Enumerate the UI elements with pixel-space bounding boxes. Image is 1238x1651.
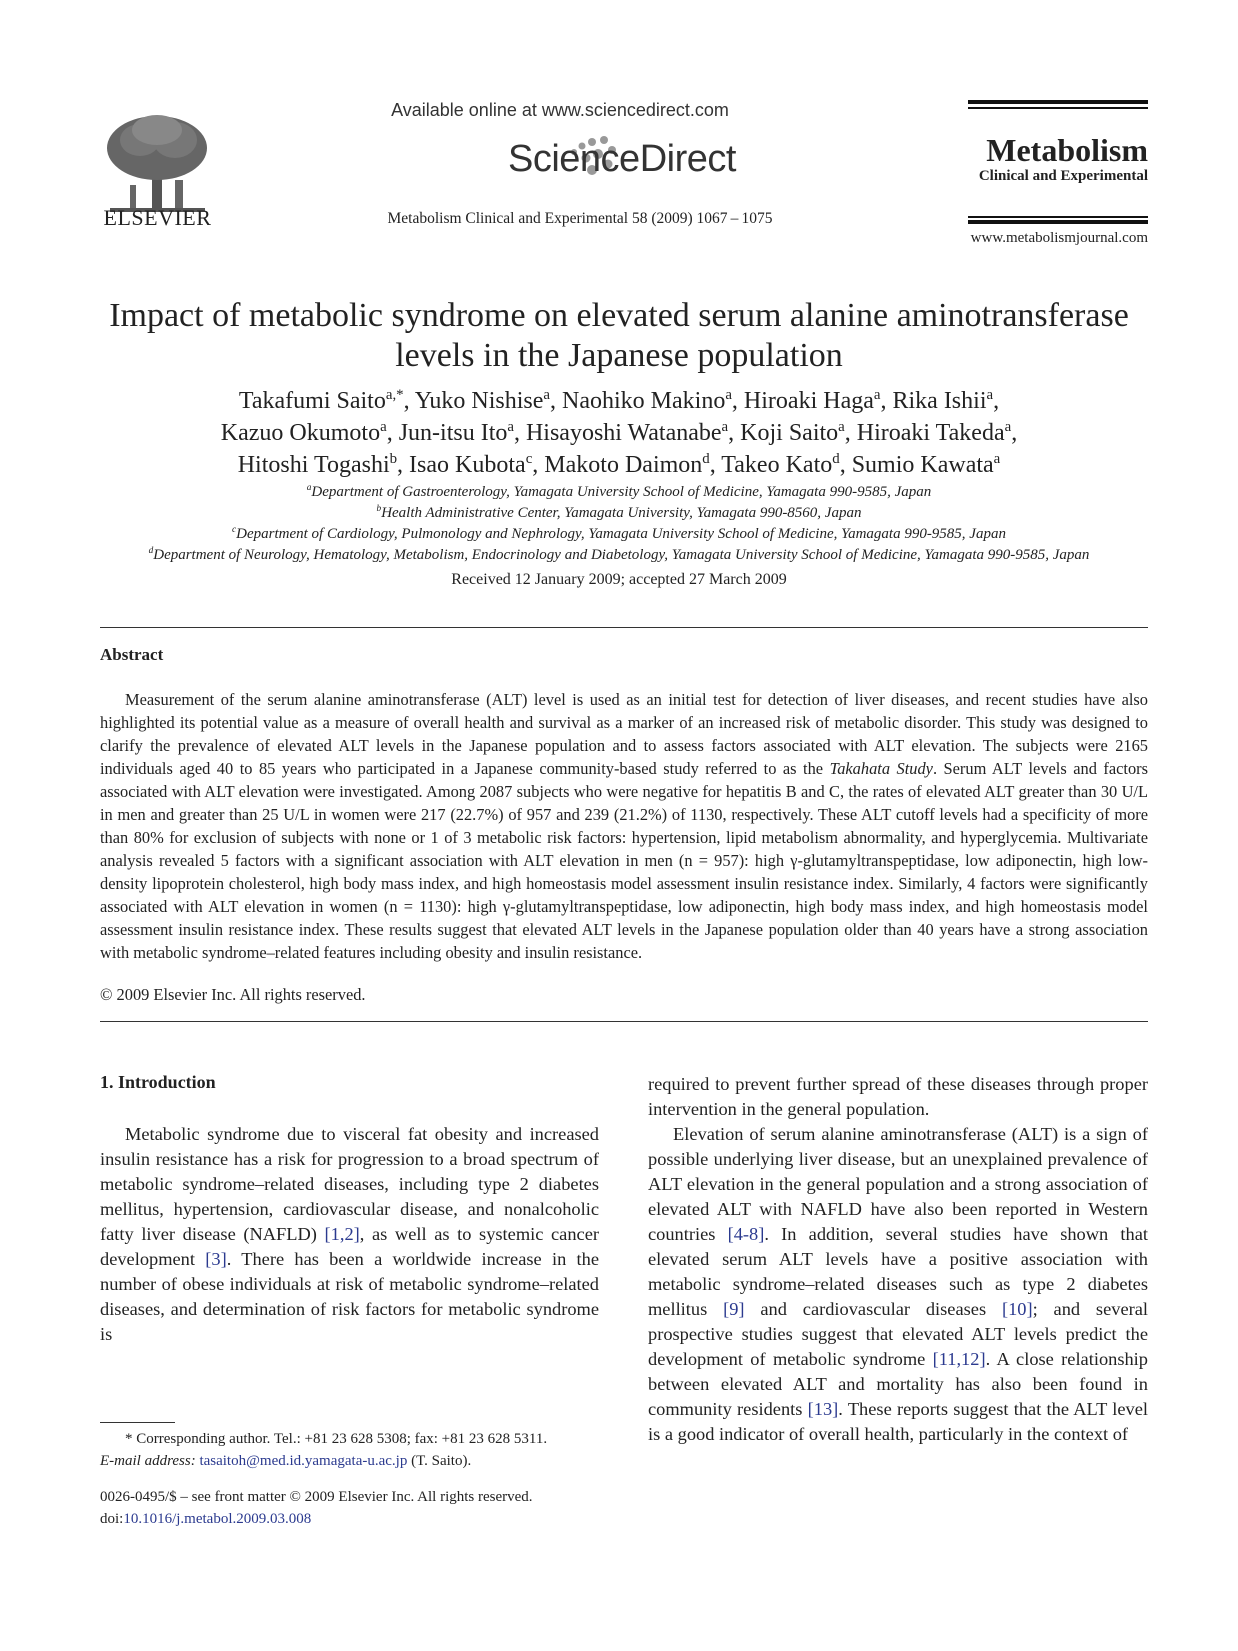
citation-link[interactable]: [1,2] — [324, 1224, 360, 1244]
citation-link[interactable]: [9] — [723, 1299, 745, 1319]
divider — [100, 627, 1148, 628]
author-separator: , — [1011, 420, 1018, 446]
affiliation-mark: b — [376, 504, 382, 514]
body-text: . In addition, several studies have shown that elevated serum ALT levels have a positive association with metabolic syndrome–related diseases such as type 2 diabetes mellitus — [648, 1224, 1148, 1319]
author-separator: , — [993, 388, 1000, 414]
author-affiliation-mark: a — [507, 419, 514, 435]
doi-link[interactable]: 10.1016/j.metabol.2009.03.008 — [123, 1511, 312, 1527]
author-name: Takeo Kato — [721, 452, 833, 478]
article-title — [90, 296, 1148, 376]
author-name: Jun-itsu Ito — [398, 420, 508, 446]
author-name: Rika Ishii — [892, 388, 987, 414]
header-rule — [968, 100, 1148, 104]
affiliation-text: Department of Neurology, Hematology, Metabolism, Endocrinology and Diabetology, Yamagata University School of Medicine, Yamagata 990-9585, Japan — [153, 547, 1090, 563]
author-list — [90, 385, 1148, 481]
body-text: . These reports suggest that the ALT level is a good indicator of overall health, particularly in the context of — [648, 1399, 1148, 1444]
affiliation-d — [90, 547, 1148, 564]
header-rule — [968, 216, 1148, 218]
divider — [100, 1021, 1148, 1022]
title-line: Impact of metabolic syndrome on elevated serum alanine aminotransferase — [109, 297, 1129, 334]
corresponding-footnote — [100, 1428, 605, 1472]
author-affiliation-mark: a — [873, 387, 881, 403]
author-affiliation-mark: d — [832, 451, 840, 467]
author-separator: , — [513, 420, 526, 446]
author-name: Makoto Daimon — [544, 452, 703, 478]
publisher-name: ELSEVIER — [103, 205, 212, 230]
affiliation-text: Health Administrative Center, Yamagata University, Yamagata 990-8560, Japan — [381, 505, 862, 521]
body-text: . There has been a worldwide increase in the number of obese individuals at risk of metabolic syndrome–related diseases, and determination of risk factors for metabolic syndrome is — [100, 1249, 599, 1344]
author-affiliation-mark: a,* — [385, 387, 404, 403]
author-affiliation-mark: c — [525, 451, 533, 467]
body-text: . A close relationship between elevated ALT and mortality has also been found in community residents — [648, 1349, 1148, 1419]
author-affiliation-mark: a — [380, 419, 387, 435]
study-name: Takahata Study — [829, 759, 933, 778]
author-separator: , — [386, 420, 399, 446]
author-affiliation-mark: a — [721, 419, 729, 435]
affiliation-mark: c — [232, 525, 237, 535]
author-name: Hisayoshi Watanabe — [525, 420, 722, 446]
author-separator: , — [880, 388, 893, 414]
author-separator: , — [532, 452, 545, 478]
author-affiliation-mark: a — [986, 387, 994, 403]
body-text: and cardiovascular diseases — [744, 1299, 1002, 1319]
author-affiliation-mark: a — [993, 451, 1001, 467]
affiliation-text: Department of Gastroenterology, Yamagata University School of Medicine, Yamagata 990-9585, Japan — [311, 484, 932, 500]
body-text: Metabolic syndrome due to visceral fat obesity and increased insulin resistance has a risk for progression to a broad spectrum of metabolic syndrome–related diseases, including type 2 diabetes mellitus, hypertension, cardiovascular disease, and nonalcoholic fatty liver disease (NAFLD) — [100, 1124, 599, 1244]
issn-line: 0026-0495/$ – see front matter © 2009 Elsevier Inc. All rights reserved. — [100, 1489, 533, 1505]
affiliation-mark: d — [148, 546, 154, 556]
author-name: Koji Saito — [740, 420, 839, 446]
affiliation-a — [90, 484, 1148, 501]
author-name: Hiroaki Haga — [743, 388, 874, 414]
abstract-part: Measurement of the serum alanine aminotransferase (ALT) level is used as an initial test for detection of liver diseases, and recent studies have also highlighted its potential value as a measure of overall health and survival as a marker of an increased risk of metabolic disorder. This study was designed to clarify the prevalence of elevated ALT levels in the Japanese population and to assess factors associated with ALT elevation. The subjects were 2165 individuals aged 40 to 85 years who participated in a Japanese community-based study referred to as the — [100, 690, 1148, 778]
corresponding-author: * Corresponding author. Tel.: +81 23 628 5308; fax: +81 23 628 5311. — [125, 1431, 548, 1447]
author-affiliation-mark: a — [725, 387, 732, 403]
author-name: Kazuo Okumoto — [220, 420, 381, 446]
body-text: Elevation of serum alanine aminotransferase (ALT) is a sign of possible underlying liver disease, but an unexplained prevalence of ALT elevation in the general population and a strong association of elevated ALT with NAFLD have also been reported in Western countries — [648, 1124, 1148, 1244]
title-line: levels in the Japanese population — [395, 337, 843, 374]
abstract-text — [100, 688, 1148, 964]
author-name: Naohiko Makino — [562, 388, 726, 414]
issn-doi — [100, 1486, 605, 1530]
author-name: Hitoshi Togashi — [237, 452, 390, 478]
intro-right-column — [648, 1072, 1148, 1447]
journal-title: Metabolism — [986, 132, 1148, 168]
journal-website-link[interactable]: www.metabolismjournal.com — [970, 230, 1148, 246]
journal-subtitle: Clinical and Experimental — [978, 168, 1148, 184]
email-label: E-mail address: — [100, 1453, 196, 1469]
affiliation-b — [90, 505, 1148, 522]
available-online-text[interactable]: Available online at www.sciencedirect.com — [391, 100, 729, 120]
author-separator: , — [403, 388, 415, 414]
author-separator: , — [844, 420, 857, 446]
author-separator: , — [731, 388, 744, 414]
email-suffix: (T. Saito). — [407, 1453, 472, 1469]
affiliation-mark: a — [306, 483, 312, 493]
citation-link[interactable]: [13] — [807, 1399, 839, 1419]
author-name: Isao Kubota — [409, 452, 526, 478]
author-separator: , — [397, 452, 410, 478]
author-name: Hiroaki Takeda — [856, 420, 1005, 446]
doi-prefix: doi: — [100, 1511, 124, 1527]
citation-link[interactable]: [4-8] — [727, 1224, 765, 1244]
intro-paragraph — [648, 1122, 1148, 1447]
author-affiliation-mark: b — [389, 451, 398, 467]
abstract-part: . Serum ALT levels and factors associated with ALT elevation were investigated. Among 2087 subjects who were negative for hepatitis B and C, the rates of elevated ALT greater than 30 U/L in men and greater than 25 U/L in women were 217 (22.7%) of 957 and 239 (21.2%) of 1130, respectively. These ALT cutoff levels had a specificity of more than 80% for exclusion of subjects with none or 1 of 3 metabolic risk factors: hypertension, lipid metabolism abnormality, and hyperglycemia. Multivariate analysis revealed 5 factors with a significant association with ALT elevation in men (n = 957): high γ-glutamyltranspeptidase, low adiponectin, high low-density lipoprotein cholesterol, high body mass index, and high homeostasis model assessment insulin resistance index. Similarly, 4 factors were significantly associated with ALT elevation in women (n = 1130): high γ-glutamyltranspeptidase, low adiponectin, high body mass index, and high homeostasis model assessment insulin resistance index. These results suggest that elevated ALT levels in the Japanese population older than 40 years have a strong association with metabolic syndrome–related features including obesity and insulin resistance. — [100, 759, 1149, 962]
abstract-heading: Abstract — [100, 645, 164, 664]
author-separator: , — [550, 388, 562, 414]
affiliation-c — [90, 526, 1148, 543]
author-affiliation-mark: a — [838, 419, 845, 435]
author-separator: , — [728, 420, 741, 446]
citation-link[interactable]: [3] — [205, 1249, 227, 1269]
header-rule — [968, 107, 1148, 109]
affiliation-text: Department of Cardiology, Pulmonology and Nephrology, Yamagata University School of Medicine, Yamagata 990-9585, Japan — [236, 526, 1006, 542]
author-affiliation-mark: d — [702, 451, 710, 467]
citation-link[interactable]: [10] — [1001, 1299, 1033, 1319]
received-dates: Received 12 January 2009; accepted 27 March 2009 — [451, 571, 787, 588]
citation-link[interactable]: [11,12] — [932, 1349, 986, 1369]
author-name: Yuko Nishise — [414, 388, 544, 414]
intro-paragraph: required to prevent further spread of these diseases through proper intervention in the general population. — [648, 1074, 1148, 1119]
body-text: ; and several prospective studies suggest that elevated ALT levels predict the development of metabolic syndrome — [648, 1299, 1149, 1369]
author-name: Takafumi Saito — [238, 388, 386, 414]
intro-left-column — [100, 1122, 599, 1347]
section-heading: 1. Introduction — [100, 1072, 216, 1092]
body-text: , as well as to systemic cancer development — [100, 1224, 599, 1269]
header-rule — [968, 220, 1148, 224]
author-separator: , — [839, 452, 852, 478]
footnote-rule — [100, 1422, 175, 1423]
journal-citation: Metabolism Clinical and Experimental 58 (2009) 1067 – 1075 — [387, 210, 773, 227]
email-link[interactable]: tasaitoh@med.id.yamagata-u.ac.jp — [199, 1453, 408, 1469]
author-separator: , — [709, 452, 722, 478]
author-name: Sumio Kawata — [851, 452, 994, 478]
abstract-copyright: © 2009 Elsevier Inc. All rights reserved. — [100, 985, 366, 1004]
sciencedirect-wordmark: ScienceDirect — [508, 138, 736, 180]
author-affiliation-mark: a — [1004, 419, 1012, 435]
author-affiliation-mark: a — [543, 387, 550, 403]
